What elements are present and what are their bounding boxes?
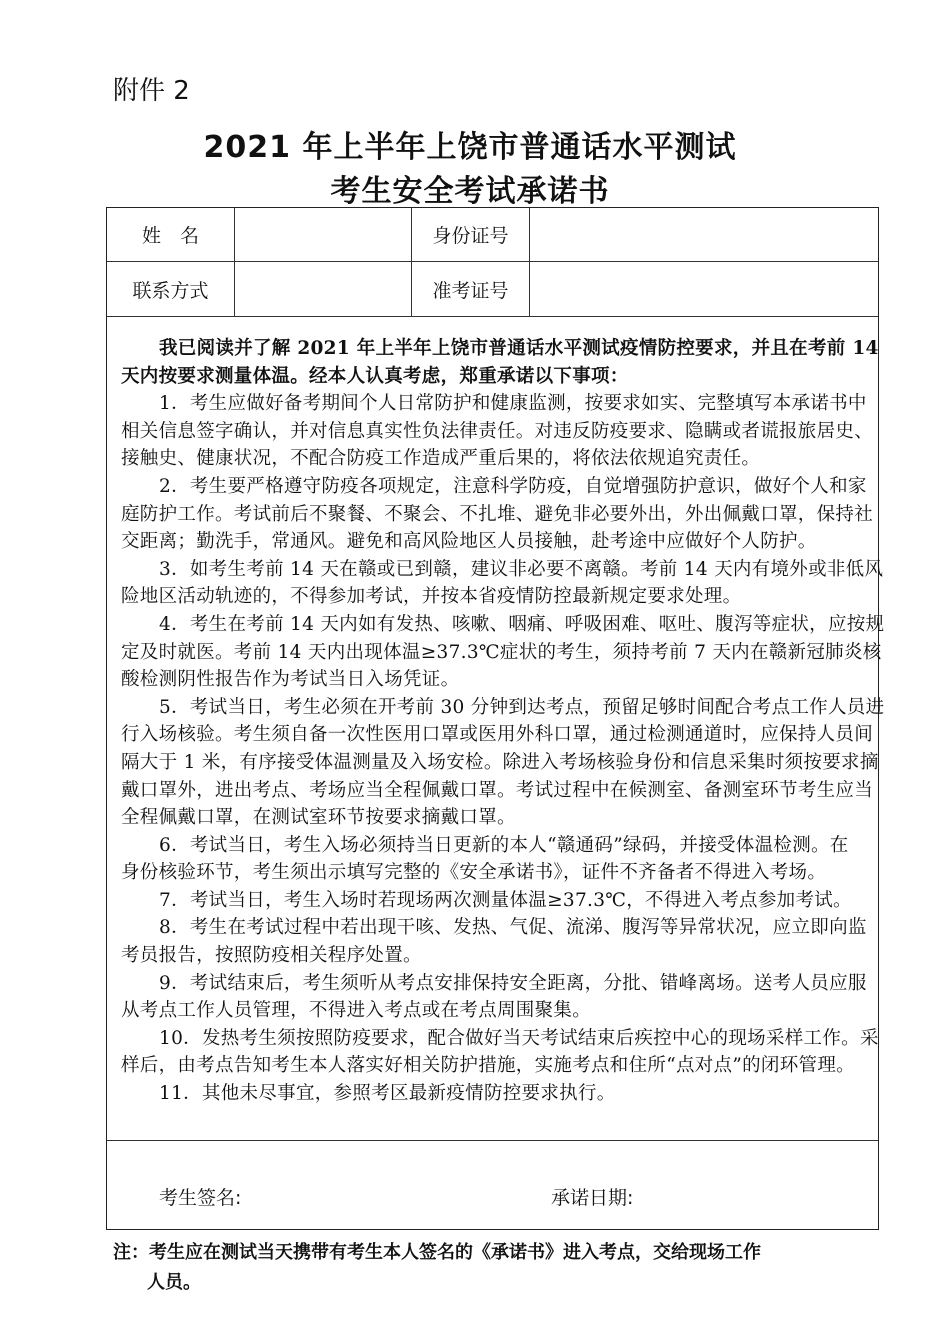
commitment-item (121, 611, 885, 694)
admission-ticket-field[interactable] (530, 262, 878, 317)
text-line: 庭防护工作。考试前后不聚餐、不聚会、不扎堆、避免非必要外出，外出佩戴口罩，保持社 (121, 503, 874, 525)
text-line: 5．考试当日，考生必须在开考前 30 分钟到达考点，预留足够时间配合考点工作人员进 (159, 696, 885, 718)
text-line: 戴口罩外，进出考点、考场应当全程佩戴口罩。考试过程中在候测室、备测室环节考生应当 (121, 779, 874, 801)
text-line: 交距离；勤洗手，常通风。避免和高风险地区人员接触，赴考途中应做好个人防护。 (121, 531, 817, 553)
date-label: 承诺日期: (551, 1187, 634, 1209)
signature-label: 考生签名: (159, 1187, 242, 1209)
text-line: 身份核验环节，考生须出示填写完整的《安全承诺书》，证件不齐备者不得进入考场。 (121, 862, 827, 884)
text-line: 1．考生应做好备考期间个人日常防护和健康监测，按要求如实、完整填写本承诺书中 (159, 393, 867, 415)
document-title: 2021 年上半年上饶市普通话水平测试 (203, 130, 737, 165)
commitment-item (121, 1080, 870, 1108)
intro-paragraph (121, 335, 879, 390)
attachment-label: 附件 2 (113, 76, 190, 106)
note (113, 1238, 761, 1298)
commitment-item (121, 556, 884, 611)
text-line: 天内按要求测量体温。经本人认真考虑，郑重承诺以下事项： (121, 365, 629, 387)
text-line: 3．如考生考前 14 天在赣或已到赣，建议非必要不离赣。考前 14 天内有境外或非低风 (159, 558, 884, 580)
text-line: 10．发热考生须按照防疫要求，配合做好当天考试结束后疾控中心的现场采样工作。采 (159, 1027, 879, 1049)
text-line: 相关信息签字确认，并对信息真实性负法律责任。对违反防疫要求、隐瞒或者谎报旅居史、 (121, 420, 874, 442)
document-subtitle: 考生安全考试承诺书 (330, 174, 610, 209)
note-line: 人员。 (147, 1272, 201, 1293)
text-line: 险地区活动轨迹的，不得参加考试，并按本省疫情防控最新规定要求处理。 (121, 586, 742, 608)
name-field[interactable] (235, 208, 412, 262)
contact-field[interactable] (235, 262, 412, 317)
text-line: 9．考试结束后，考生须听从考点安排保持安全距离，分批、错峰离场。送考人员应服 (159, 972, 867, 994)
commitment-item (121, 1025, 879, 1080)
commitment-item (121, 970, 870, 1025)
text-line: 考员报告，按照防疫相关程序处置。 (121, 945, 422, 967)
text-line: 4．考生在考前 14 天内如有发热、咳嗽、咽痛、呼吸困难、呕吐、腹泻等症状，应按规 (159, 613, 885, 635)
text-line: 11．其他未尽事宜，参照考区最新疫情防控要求执行。 (159, 1083, 616, 1105)
commitment-text (107, 317, 885, 1141)
commitment-item (121, 887, 870, 915)
admission-ticket-label: 准考证号 (412, 262, 530, 317)
text-line: 酸检测阴性报告作为考试当日入场凭证。 (121, 669, 460, 691)
text-line: 接触史、健康状况，不配合防疫工作造成严重后果的，将依法依规追究责任。 (121, 448, 761, 470)
text-line: 2．考生要严格遵守防疫各项规定，注意科学防疫，自觉增强防护意识，做好个人和家 (159, 475, 867, 497)
text-line: 6．考试当日，考生入场必须持当日更新的本人“赣通码”绿码，并接受体温检测。在 (159, 834, 849, 856)
commitment-item (121, 473, 874, 556)
commitment-item (121, 832, 870, 887)
note-line: 注：考生应在测试当天携带有考生本人签名的《承诺书》进入考点，交给现场工作 (113, 1242, 761, 1263)
id-number-field[interactable] (530, 208, 878, 262)
contact-label: 联系方式 (107, 262, 235, 317)
commitment-form (106, 207, 885, 1230)
text-line: 7．考试当日，考生入场时若现场两次测量体温≥37.3℃，不得进入考点参加考试。 (159, 889, 852, 911)
text-line: 我已阅读并了解 2021 年上半年上饶市普通话水平测试疫情防控要求，并且在考前 14 (159, 338, 879, 359)
name-label: 姓 名 (107, 208, 235, 262)
id-number-label: 身份证号 (412, 208, 530, 262)
text-line: 样后，由考点告知考生本人落实好相关防护措施，实施考点和住所“点对点”的闭环管理。 (121, 1055, 855, 1077)
text-line: 定及时就医。考前 14 天内出现体温≥37.3℃症状的考生，须持考前 7 天内在赣新冠肺炎核 (121, 641, 882, 663)
commitment-item (121, 694, 885, 832)
text-line: 行入场核验。考生须自备一次性医用口罩或医用外科口罩，通过检测通道时，应保持人员间 (121, 724, 874, 746)
text-line: 隔大于 1 米，有序接受体温测量及入场安检。除进入考场核验身份和信息采集时须按要求摘 (121, 751, 879, 773)
commitment-item (121, 914, 870, 969)
commitment-item (121, 390, 874, 473)
text-line: 从考点工作人员管理，不得进入考点或在考点周围聚集。 (121, 1000, 592, 1022)
text-line: 全程佩戴口罩，在测试室环节按要求摘戴口罩。 (121, 807, 516, 829)
text-line: 8．考生在考试过程中若出现干咳、发热、气促、流涕、腹泻等异常状况，应立即向监 (159, 917, 867, 939)
